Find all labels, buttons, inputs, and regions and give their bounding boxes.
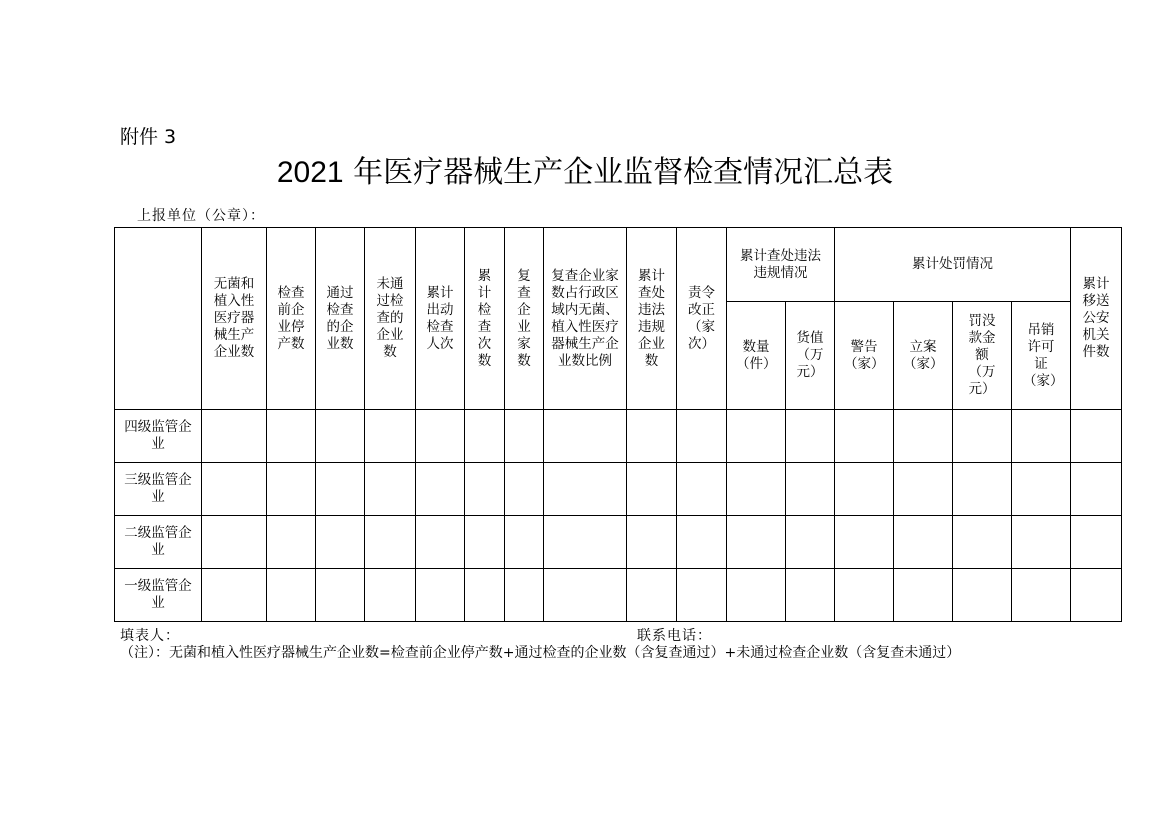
- data-cell[interactable]: [505, 569, 544, 622]
- corner-cell: [115, 228, 202, 410]
- data-cell[interactable]: [365, 410, 416, 463]
- data-cell[interactable]: [953, 516, 1012, 569]
- data-cell[interactable]: [416, 463, 465, 516]
- data-cell[interactable]: [727, 516, 786, 569]
- header-violation-quantity: 数量（件）: [727, 302, 786, 410]
- data-cell[interactable]: [894, 463, 953, 516]
- data-cell[interactable]: [1012, 463, 1071, 516]
- data-cell[interactable]: [365, 569, 416, 622]
- header-goods-value: 货值（万元）: [786, 302, 835, 410]
- table-row: [115, 463, 1122, 516]
- data-cell[interactable]: [544, 410, 627, 463]
- data-cell[interactable]: [627, 516, 677, 569]
- data-cell[interactable]: [1012, 410, 1071, 463]
- data-cell[interactable]: [365, 516, 416, 569]
- row-label: 三级监管企业: [115, 463, 202, 516]
- data-cell[interactable]: [835, 569, 894, 622]
- title-text: 年医疗器械生产企业监督检查情况汇总表: [343, 155, 894, 190]
- data-cell[interactable]: [416, 569, 465, 622]
- data-cell[interactable]: [465, 569, 505, 622]
- data-cell[interactable]: [627, 569, 677, 622]
- header-pre-inspection-suspended: 检查前企业停产数: [267, 228, 316, 410]
- table-row: [115, 569, 1122, 622]
- data-cell[interactable]: [202, 410, 267, 463]
- data-cell[interactable]: [835, 463, 894, 516]
- header-warnings: 警告（家）: [835, 302, 894, 410]
- data-cell[interactable]: [267, 463, 316, 516]
- data-cell[interactable]: [627, 410, 677, 463]
- table-row: [115, 516, 1122, 569]
- data-cell[interactable]: [316, 410, 365, 463]
- reporting-unit-label: 上报单位（公章）：: [137, 208, 265, 224]
- data-cell[interactable]: [505, 410, 544, 463]
- data-cell[interactable]: [894, 516, 953, 569]
- data-cell[interactable]: [1071, 463, 1122, 516]
- data-cell[interactable]: [786, 410, 835, 463]
- data-cell[interactable]: [1071, 569, 1122, 622]
- data-cell[interactable]: [1012, 569, 1071, 622]
- data-cell[interactable]: [953, 463, 1012, 516]
- data-cell[interactable]: [677, 410, 727, 463]
- header-ordered-rectification: 责令改正（家次）: [677, 228, 727, 410]
- data-cell[interactable]: [544, 569, 627, 622]
- data-cell[interactable]: [677, 463, 727, 516]
- header-violations-group: 累计查处违法违规情况: [727, 228, 835, 302]
- data-cell[interactable]: [416, 516, 465, 569]
- data-cell[interactable]: [835, 410, 894, 463]
- data-cell[interactable]: [677, 569, 727, 622]
- data-cell[interactable]: [894, 569, 953, 622]
- attachment-label: 附件 3: [120, 126, 177, 148]
- title-year: 2021: [276, 156, 344, 189]
- data-cell[interactable]: [505, 463, 544, 516]
- data-cell[interactable]: [544, 463, 627, 516]
- data-cell[interactable]: [365, 463, 416, 516]
- data-cell[interactable]: [786, 463, 835, 516]
- data-cell[interactable]: [627, 463, 677, 516]
- data-cell[interactable]: [727, 569, 786, 622]
- table-row: [115, 410, 1122, 463]
- data-cell[interactable]: [267, 569, 316, 622]
- data-cell[interactable]: [1071, 516, 1122, 569]
- data-cell[interactable]: [786, 516, 835, 569]
- data-cell[interactable]: [544, 516, 627, 569]
- summary-table: [114, 227, 1122, 622]
- header-cases-filed: 立案（家）: [894, 302, 953, 410]
- data-cell[interactable]: [416, 410, 465, 463]
- header-passed-inspection: 通过检查的企业数: [316, 228, 365, 410]
- row-label: 一级监管企业: [115, 569, 202, 622]
- header-sterile-implant-count: 无菌和植入性医疗器械生产企业数: [202, 228, 267, 410]
- header-violation-enterprises: 累计查处违法违规企业数: [627, 228, 677, 410]
- header-reinspection-ratio: 复查企业家数占行政区域内无菌、植入性医疗器械生产企业数比例: [544, 228, 627, 410]
- data-cell[interactable]: [465, 410, 505, 463]
- data-cell[interactable]: [1012, 516, 1071, 569]
- row-label: 四级监管企业: [115, 410, 202, 463]
- data-cell[interactable]: [202, 516, 267, 569]
- data-cell[interactable]: [316, 569, 365, 622]
- header-inspector-person-times: 累计出动检查人次: [416, 228, 465, 410]
- data-cell[interactable]: [202, 463, 267, 516]
- data-cell[interactable]: [894, 410, 953, 463]
- data-cell[interactable]: [267, 410, 316, 463]
- data-cell[interactable]: [202, 569, 267, 622]
- data-cell[interactable]: [835, 516, 894, 569]
- data-cell[interactable]: [465, 463, 505, 516]
- page-title: [0, 147, 1170, 191]
- data-cell[interactable]: [786, 569, 835, 622]
- data-cell[interactable]: [953, 410, 1012, 463]
- data-cell[interactable]: [677, 516, 727, 569]
- header-license-revoked: 吊销许可证（家）: [1012, 302, 1071, 410]
- data-cell[interactable]: [505, 516, 544, 569]
- filler-label: 填表人：: [120, 628, 180, 644]
- header-reinspected-count: 复查企业家数: [505, 228, 544, 410]
- data-cell[interactable]: [267, 516, 316, 569]
- row-label: 二级监管企业: [115, 516, 202, 569]
- header-failed-inspection: 未通过检查的企业数: [365, 228, 416, 410]
- data-cell[interactable]: [953, 569, 1012, 622]
- data-cell[interactable]: [316, 463, 365, 516]
- data-cell[interactable]: [465, 516, 505, 569]
- header-transferred-to-police: 累计移送公安机关件数: [1071, 228, 1122, 410]
- data-cell[interactable]: [316, 516, 365, 569]
- phone-label: 联系电话：: [637, 628, 712, 644]
- header-penalties-group: 累计处罚情况: [835, 228, 1071, 302]
- header-fines-amount: 罚没款金额（万元）: [953, 302, 1012, 410]
- footnote: （注）：无菌和植入性医疗器械生产企业数=检查前企业停产数+通过检查的企业数（含复查通过）+未通过检查企业数（含复查未通过）: [120, 645, 961, 661]
- data-cell[interactable]: [727, 410, 786, 463]
- header-inspection-count: 累计检查次数: [465, 228, 505, 410]
- data-cell[interactable]: [1071, 410, 1122, 463]
- data-cell[interactable]: [727, 463, 786, 516]
